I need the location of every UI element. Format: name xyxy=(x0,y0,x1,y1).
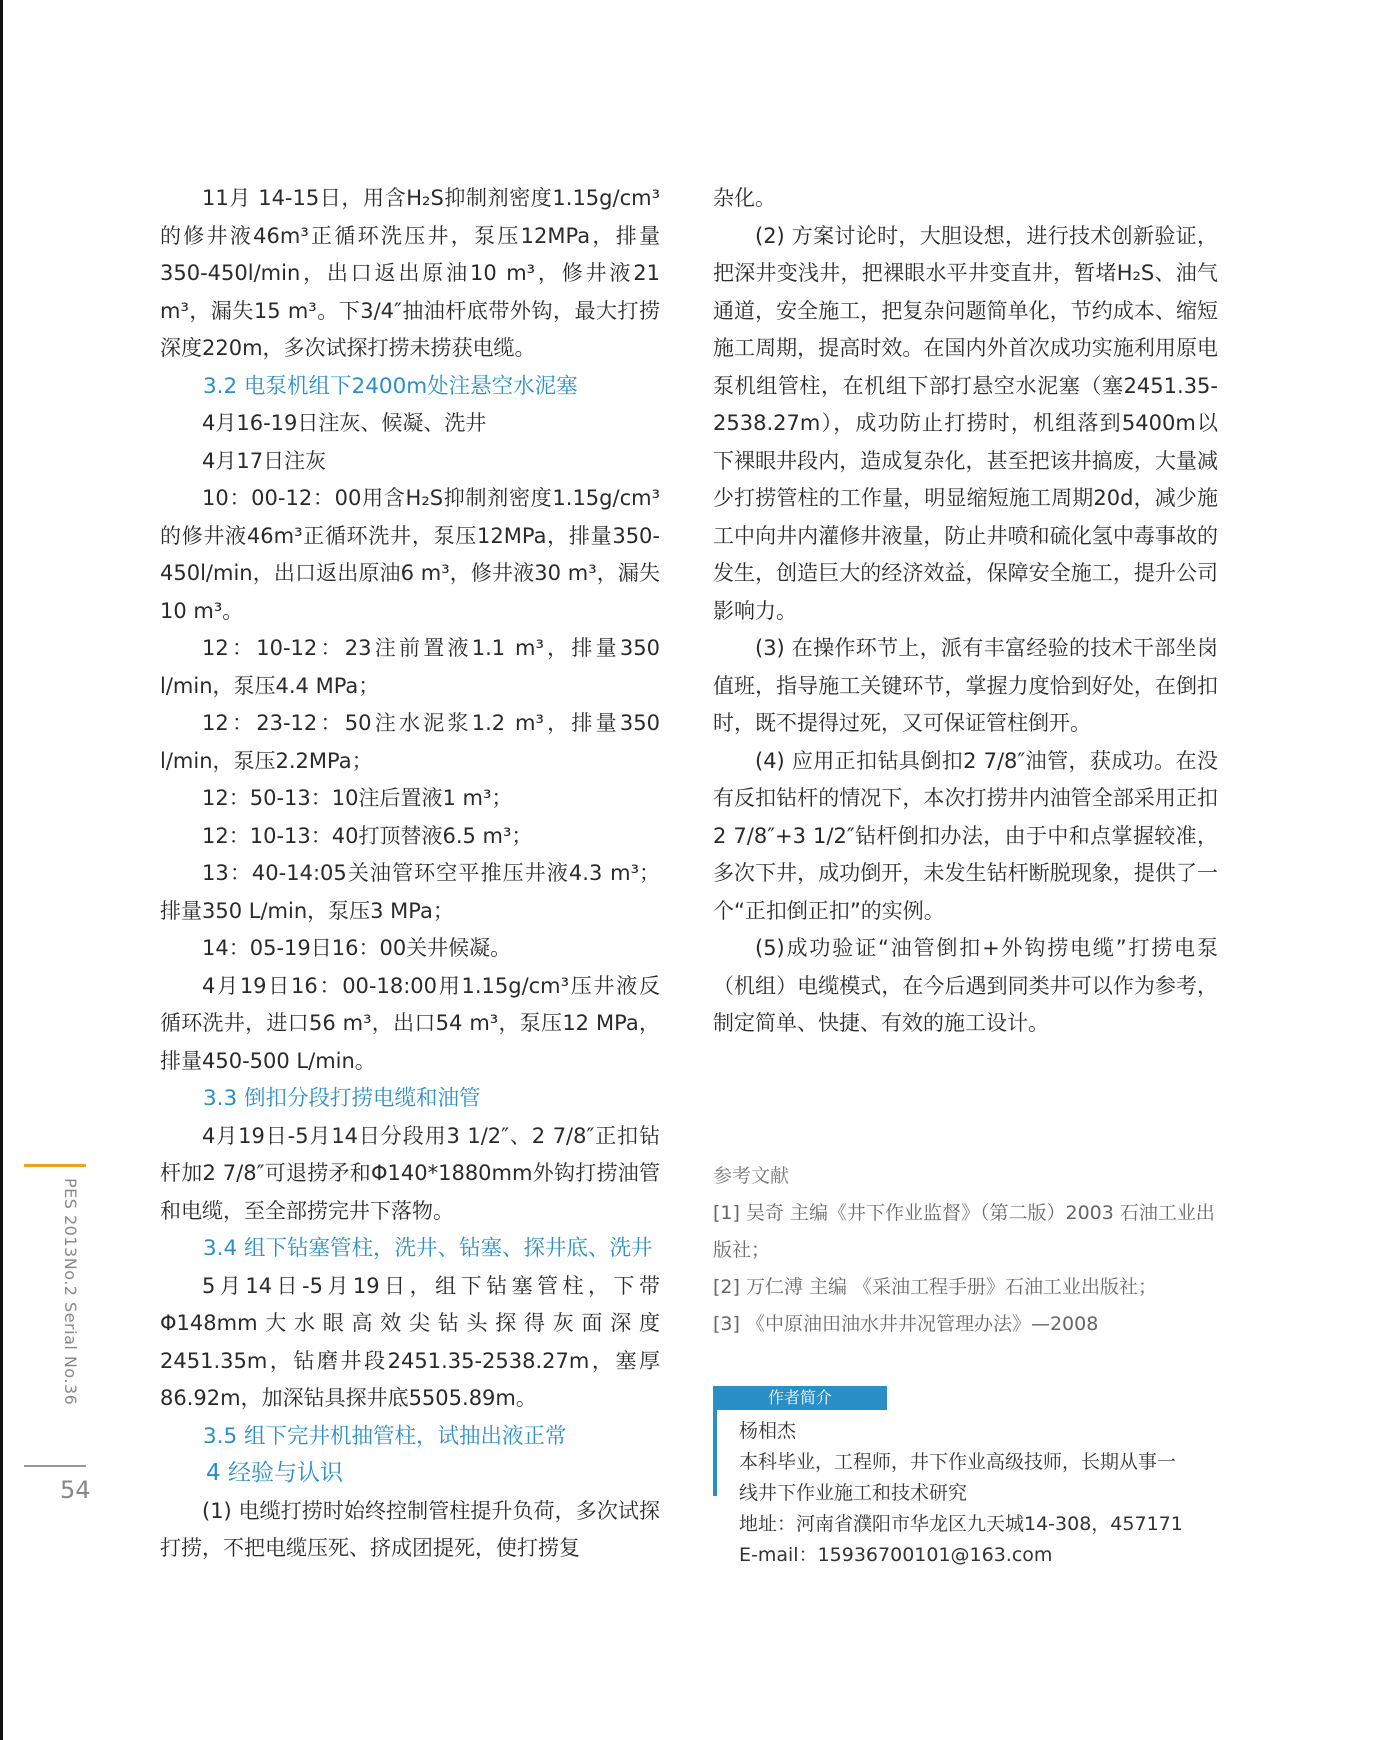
journal-info: PES 2013No.2 Serial No.36 xyxy=(61,1178,80,1406)
paragraph: 4月17日注灰 xyxy=(202,448,327,473)
reference-item: [1] 吴奇 主编《井下作业监督》（第二版）2003 石油工业出版社； xyxy=(713,1202,1215,1261)
paragraph: 12：10-12：23注前置液1.1 m³，排量350 l/min，泵压4.4 MPa； xyxy=(160,636,660,698)
author-name: 杨相杰 xyxy=(739,1420,797,1442)
references xyxy=(713,1158,1218,1343)
paragraph: 10：00-12：00用含H₂S抑制剂密度1.15g/cm³的修井液46m³正循环洗井，泵压12MPa，排量350-450l/min，出口返出原油6 m³，修井液30 m³，漏失10 m³。 xyxy=(160,486,660,623)
author-heading: 作者简介 xyxy=(713,1386,887,1410)
paragraph: 11月 14-15日，用含H₂S抑制剂密度1.15g/cm³的修井液46m³正循环洗压井，泵压12MPa，排量350-450l/min，出口返出原油10 m³，修井液21 m³，漏失15 m³。下3/4″抽油杆底带外钩，最大打捞深度220m，多次试探打捞未捞获电缆。 xyxy=(160,186,660,360)
reference-item: [2] 万仁溥 主编 《采油工程手册》石油工业出版社； xyxy=(713,1276,1158,1298)
author-box xyxy=(713,1386,1218,1566)
references-title: 参考文献 xyxy=(713,1165,790,1187)
paragraph: (1) 电缆打捞时始终控制管柱提升负荷，多次试探打捞，不把电缆压死、挤成团提死，使打捞复 xyxy=(160,1498,660,1560)
paragraph: 13：40-14:05关油管环空平推压井液4.3 m³；排量350 L/min，泵压3 MPa； xyxy=(160,861,660,923)
paragraph: 杂化。 xyxy=(713,186,776,210)
paragraph: 12：23-12：50注水泥浆1.2 m³，排量350 l/min，泵压2.2MPa； xyxy=(160,711,660,773)
author-address: 地址：河南省濮阳市华龙区九天城14-308，457171 xyxy=(739,1513,1183,1535)
paragraph: 12：50-13：10注后置液1 m³； xyxy=(202,786,513,810)
section-heading: 3.2 电泵机组下2400m处注悬空水泥塞 xyxy=(203,373,578,399)
paragraph: (2) 方案讨论时，大胆设想，进行技术创新验证，把深井变浅井，把裸眼水平井变直井，暂堵H₂S、油气通道，安全施工，把复杂问题简单化，节约成本、缩短施工周期，提高时效。在国内外首次成功实施利用原电泵机组管柱，在机组下部打悬空水泥塞（塞2451.35-2538.27m），成功防止打捞时，机组落到5400m以下裸眼井段内，造成复杂化，甚至把该井搞废，大量减少打捞管柱的工作量，明显缩短施工周期20d，减少施工中向井内灌修井液量，防止井喷和硫化氢中毒事故的发生，创造巨大的经济效益，保障安全施工，提升公司影响力。 xyxy=(713,223,1218,623)
page-number: 54 xyxy=(60,1476,91,1504)
paragraph: (5)成功验证“油管倒扣+外钩捞电缆”打捞电泵（机组）电缆模式，在今后遇到同类井可以作为参考，制定简单、快捷、有效的施工设计。 xyxy=(713,936,1218,1035)
page-edge xyxy=(0,0,3,1740)
paragraph: 4月19日16：00-18:00用1.15g/cm³压井液反循环洗井，进口56 m³，出口54 m³，泵压12 MPa，排量450-500 L/min。 xyxy=(160,973,660,1073)
section-heading: 4 经验与认识 xyxy=(206,1460,343,1486)
section-heading: 3.5 组下完井机抽管柱，试抽出液正常 xyxy=(203,1423,567,1449)
author-bio-line: 线井下作业施工和技术研究 xyxy=(739,1482,968,1504)
section-heading: 3.3 倒扣分段打捞电缆和油管 xyxy=(203,1086,481,1111)
reference-item: [3] 《中原油田油水井井况管理办法》—2008 xyxy=(713,1313,1099,1335)
author-bio-line: 本科毕业，工程师，井下作业高级技师，长期从事一 xyxy=(739,1451,1177,1473)
paragraph: 12：10-13：40打顶替液6.5 m³； xyxy=(202,823,533,848)
author-email: E-mail：15936700101@163.com xyxy=(739,1544,1053,1566)
paragraph: (3) 在操作环节上，派有丰富经验的技术干部坐岗值班，指导施工关键环节，掌握力度恰到好处，在倒扣时，既不提得过死，又可保证管柱倒开。 xyxy=(713,636,1218,735)
right-column xyxy=(713,180,1218,1043)
paragraph: 4月16-19日注灰、候凝、洗井 xyxy=(202,411,487,435)
paragraph: 14：05-19日16：00关井候凝。 xyxy=(202,936,512,960)
author-info xyxy=(739,1416,1239,1571)
paragraph: 5月14日-5月19日，组下钻塞管柱，下带Φ148mm大水眼高效尖钻头探得灰面深度2451.35m，钻磨井段2451.35-2538.27m，塞厚86.92m，加深钻具探井底5505.89m。 xyxy=(160,1273,660,1410)
left-column xyxy=(160,180,660,1568)
sidebar-accent xyxy=(24,1164,86,1167)
sidebar-divider xyxy=(24,1465,86,1467)
section-heading: 3.4 组下钻塞管柱，洗井、钻塞、探井底、洗井 xyxy=(203,1236,653,1261)
paragraph: (4) 应用正扣钻具倒扣2 7/8″油管，获成功。在没有反扣钻杆的情况下，本次打捞井内油管全部采用正扣2 7/8″+3 1/2″钻杆倒扣办法，由于中和点掌握较准，多次下井，成功倒开，未发生钻杆断脱现象，提供了一个“正扣倒正扣”的实例。 xyxy=(713,748,1218,923)
paragraph: 4月19日-5月14日分段用3 1/2″、2 7/8″正扣钻杆加2 7/8″可退捞矛和Φ140*1880mm外钩打捞油管和电缆，至全部捞完井下落物。 xyxy=(160,1123,660,1223)
